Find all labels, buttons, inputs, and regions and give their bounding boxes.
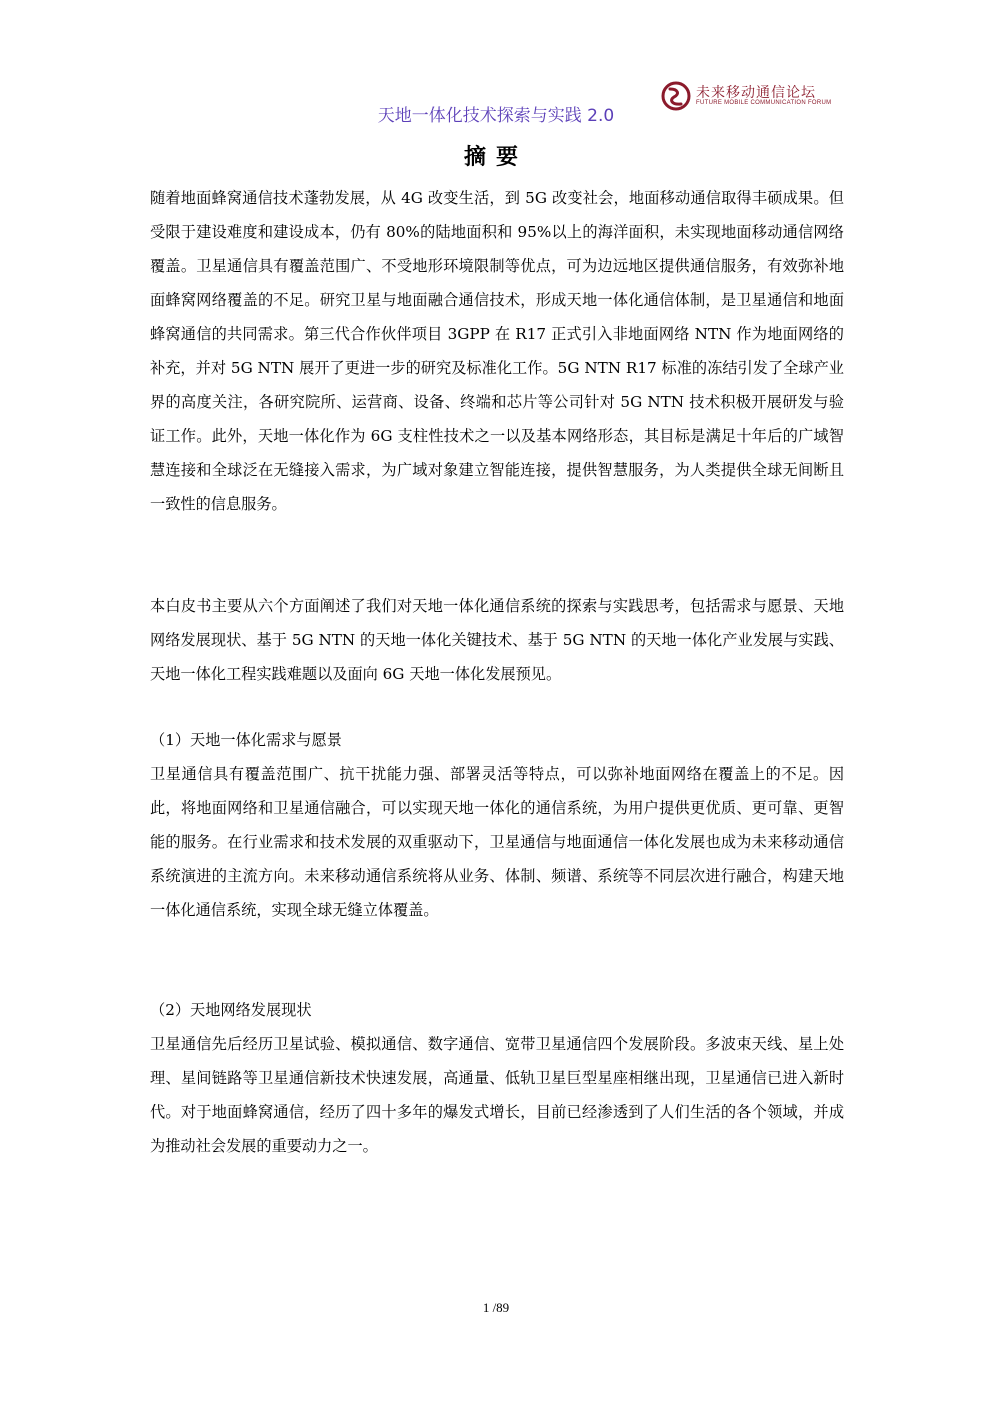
logo-name-en: FUTURE MOBILE COMMUNICATION FORUM [696,100,832,106]
abstract-heading: 摘要 [463,145,528,170]
section-2-title: （2）天地网络发展现状 [150,1001,312,1019]
page-number: 1 /89 [482,1300,510,1315]
section-1-title: （1）天地一体化需求与愿景 [150,731,342,749]
section-2-body: 卫星通信先后经历卫星试验、模拟通信、数字通信、宽带卫星通信四个发展阶段。多波束天线、星上处理、星间链路等卫星通信新技术快速发展，高通量、低轨卫星巨型星座相继出现，卫星通信已进入新时代。对于地面蜂窝通信，经历了四十多年的爆发式增长，目前已经渗透到了人们生活的各个领域，并成为推动社会发展的重要动力之一。 [150,1035,844,1155]
logo-name-cn: 未来移动通信论坛 [696,85,816,101]
abstract-paragraph-1: 随着地面蜂窝通信技术蓬勃发展，从 4G 改变生活，到 5G 改变社会，地面移动通信取得丰硕成果。但受限于建设难度和建设成本，仍有 80%的陆地面积和 95%以上的海洋面积，未实现地面移动通信网络覆盖。卫星通信具有覆盖范围广、不受地形环境限制等优点，可为边远地区提供通信服务，有效弥补地面蜂窝网络覆盖的不足。研究卫星与地面融合通信技术，形成天地一体化通信体制，是卫星通信和地面蜂窝通信的共同需求。第三代合作伙伴项目 3GPP 在 R17 正式引入非地面网络 NTN 作为地面网络的补充，并对 5G NTN 展开了更进一步的研究及标准化工作。5G NTN R17 标准的冻结引发了全球产业界的高度关注，各研究院所、运营商、设备、终端和芯片等公司针对 5G NTN 技术积极开展研发与验证工作。此外，天地一体化作为 6G 支柱性技术之一以及基本网络形态，其目标是满足十年后的广域智慧连接和全球泛在无缝接入需求，为广域对象建立智能连接，提供智慧服务，为人类提供全球无间断且一致性的信息服务。 [150,189,844,513]
document-header-title: 天地一体化技术探索与实践 2.0 [377,106,615,126]
abstract-paragraph-2: 本白皮书主要从六个方面阐述了我们对天地一体化通信系统的探索与实践思考，包括需求与愿景、天地网络发展现状、基于 5G NTN 的天地一体化关键技术、基于 5G NTN 的天地一体化产业发展与实践、天地一体化工程实践难题以及面向 6G 天地一体化发展预见。 [150,597,844,683]
section-1-body: 卫星通信具有覆盖范围广、抗干扰能力强、部署灵活等特点，可以弥补地面网络在覆盖上的不足。因此，将地面网络和卫星通信融合，可以实现天地一体化的通信系统，为用户提供更优质、更可靠、更智能的服务。在行业需求和技术发展的双重驱动下，卫星通信与地面通信一体化发展也成为未来移动通信系统演进的主流方向。未来移动通信系统将从业务、体制、频谱、系统等不同层次进行融合，构建天地一体化通信系统，实现全球无缝立体覆盖。 [150,765,844,919]
